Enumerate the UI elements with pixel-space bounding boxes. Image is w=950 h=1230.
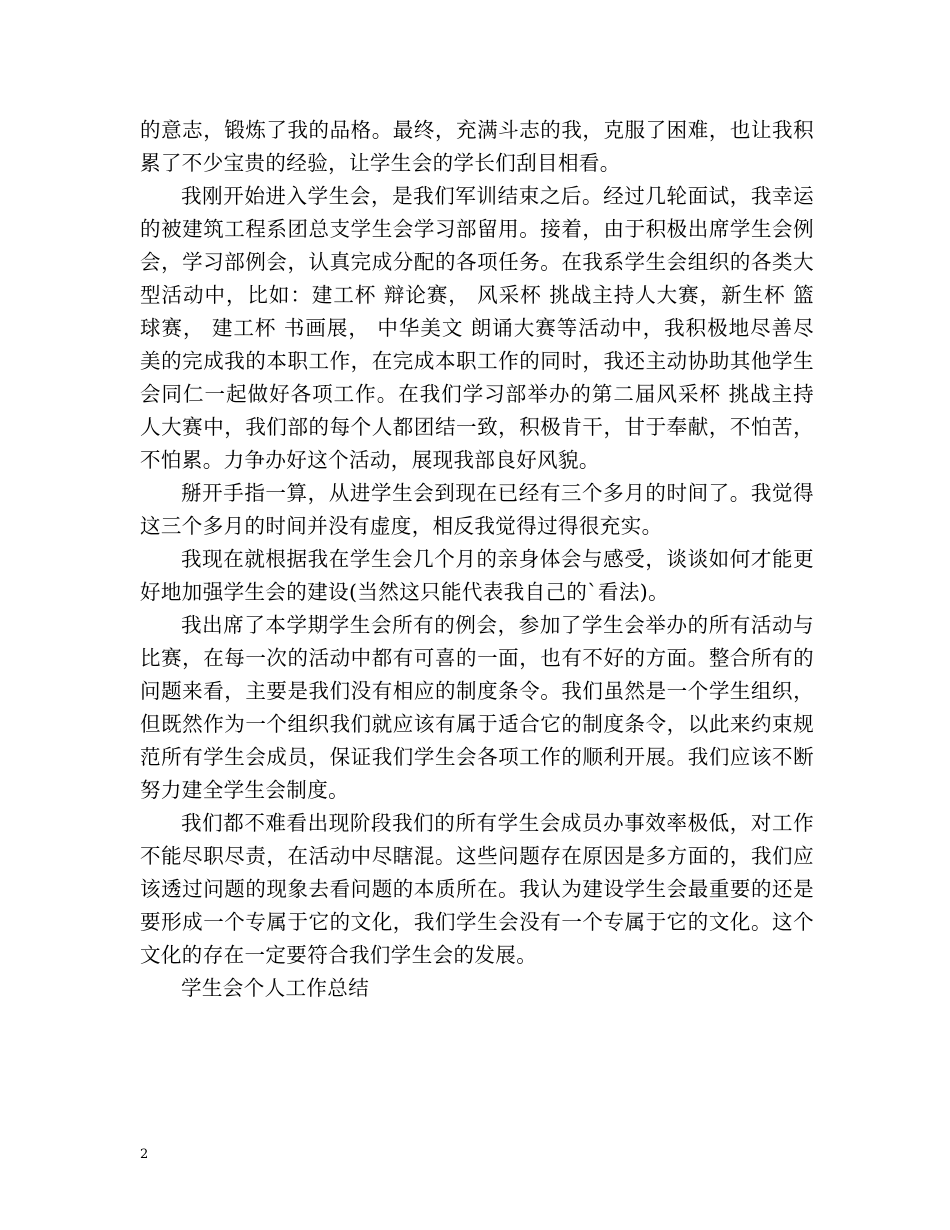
paragraph-5: 我出席了本学期学生会所有的例会，参加了学生会举办的所有活动与比赛，在每一次的活动中都有可喜的一面，也有不好的方面。整合所有的问题来看，主要是我们没有相应的制度条令。我们虽然是一个学生组织，但既然作为一个组织我们就应该有属于适合它的制度条令，以此来约束规范所有学生会成员，保证我们学生会各项工作的顺利开展。我们应该不断努力建全学生会制度。 [140, 613, 814, 802]
section-heading: 学生会个人工作总结 [181, 976, 370, 1000]
document-body [140, 114, 814, 1005]
page-number: 2 [140, 1147, 149, 1162]
paragraph-4: 我现在就根据我在学生会几个月的亲身体会与感受，谈谈如何才能更好地加强学生会的建设(当然这只能代表我自己的`看法)。 [140, 547, 814, 604]
paragraph-2: 我刚开始进入学生会，是我们军训结束之后。经过几轮面试，我幸运的被建筑工程系团总支学生会学习部留用。接着，由于积极出席学生会例会，学习部例会，认真完成分配的各项任务。在我系学生会组织的各类大型活动中，比如：建工杯 辩论赛， 风采杯 挑战主持人大赛，新生杯 篮球赛， 建工杯 书画展， 中华美文 朗诵大赛等活动中，我积极地尽善尽美的完成我的本职工作，在完成本职工作的同时，我还主动协助其他学生会同仁一起做好各项工作。在我们学习部举办的第二届风采杯 挑战主持人大赛中，我们部的每个人都团结一致，积极肯干，甘于奉献，不怕苦，不怕累。力争办好这个活动，展现我部良好风貌。 [140, 184, 814, 472]
paragraph-1: 的意志，锻炼了我的品格。最终，充满斗志的我，克服了困难，也让我积累了不少宝贵的经验，让学生会的学长们刮目相看。 [140, 118, 814, 175]
paragraph-3: 掰开手指一算，从进学生会到现在已经有三个多月的时间了。我觉得这三个多月的时间并没有虚度，相反我觉得过得很充实。 [140, 481, 814, 538]
paragraph-6: 我们都不难看出现阶段我们的所有学生会成员办事效率极低，对工作不能尽职尽责，在活动中尽瞎混。这些问题存在原因是多方面的，我们应该透过问题的现象去看问题的本质所在。我认为建设学生会最重要的还是要形成一个专属于它的文化，我们学生会没有一个专属于它的文化。这个文化的存在一定要符合我们学生会的发展。 [140, 811, 814, 967]
